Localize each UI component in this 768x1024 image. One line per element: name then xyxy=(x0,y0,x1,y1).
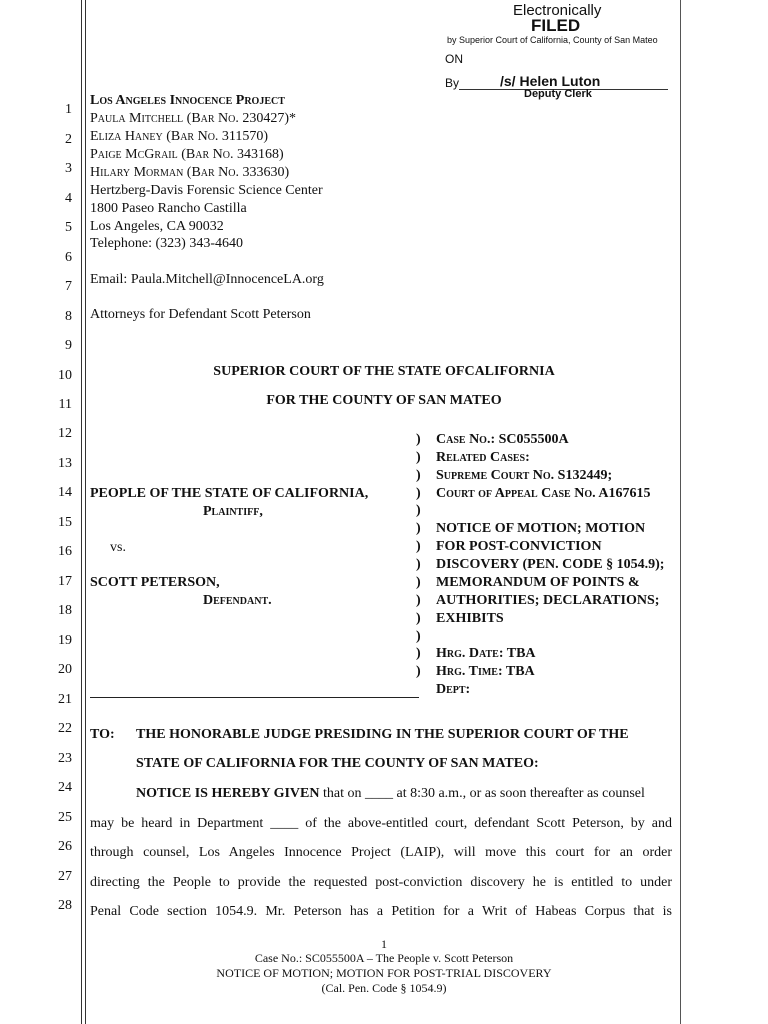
to-label: TO: xyxy=(90,727,115,742)
department: Dept: xyxy=(436,682,471,697)
line-number: 2 xyxy=(65,132,72,147)
case-number: Case No.: SC055500A xyxy=(436,432,569,447)
line-number: 24 xyxy=(58,780,72,795)
document-title-line: FOR POST-CONVICTION xyxy=(436,539,602,554)
line-number: 3 xyxy=(65,161,72,176)
line-number: 20 xyxy=(58,662,72,677)
stamp-deputy-clerk: Deputy Clerk xyxy=(524,88,592,100)
line-number: 18 xyxy=(58,603,72,618)
hearing-time: Hrg. Time: TBA xyxy=(436,664,535,679)
line-number: 28 xyxy=(58,898,72,913)
line-number: 15 xyxy=(58,515,72,530)
paren: ) xyxy=(416,432,421,447)
line-number: 7 xyxy=(65,279,72,294)
line-number: 6 xyxy=(65,250,72,265)
paren: ) xyxy=(416,646,421,661)
line-number: 12 xyxy=(58,426,72,441)
paren: ) xyxy=(416,593,421,608)
line-number: 17 xyxy=(58,574,72,589)
line-number: 14 xyxy=(58,485,72,500)
right-margin-rule xyxy=(680,0,681,1024)
attorney-name: Paige McGrail (Bar No. 343168) xyxy=(90,147,284,162)
address-line-2: Los Angeles, CA 90032 xyxy=(90,219,224,234)
stamp-filed: FILED xyxy=(531,16,581,35)
paren: ) xyxy=(416,629,421,644)
paren: ) xyxy=(416,521,421,536)
to-line-2: STATE OF CALIFORNIA FOR THE COUNTY OF SAN MATEO: xyxy=(136,756,539,771)
line-number: 5 xyxy=(65,220,72,235)
left-margin-rule xyxy=(81,0,82,1024)
attorney-name: Hilary Morman (Bar No. 333630) xyxy=(90,165,290,180)
court-title-line-2: FOR THE COUNTY OF SAN MATEO xyxy=(266,393,502,408)
plaintiff-role: Plaintiff, xyxy=(203,504,263,519)
body-line-25: may be heard in Department ____ of the above-entitled court, defendant Scott Peterson, by and xyxy=(90,816,672,831)
line-number: 22 xyxy=(58,721,72,736)
line-number: 23 xyxy=(58,751,72,766)
stamp-by-label: By xyxy=(445,76,460,90)
forensic-center: Hertzberg-Davis Forensic Science Center xyxy=(90,183,323,198)
plaintiff-name: PEOPLE OF THE STATE OF CALIFORNIA, xyxy=(90,486,369,501)
line-number: 26 xyxy=(58,839,72,854)
paren: ) xyxy=(416,664,421,679)
body-line-27: directing the People to provide the requested post-conviction discovery he is entitled to under xyxy=(90,875,672,890)
document-title-line: MEMORANDUM OF POINTS & xyxy=(436,575,640,590)
footer-case-line: Case No.: SC055500A – The People v. Scott Peterson xyxy=(254,951,514,965)
line-number: 19 xyxy=(58,633,72,648)
page-number: 1 xyxy=(381,937,387,951)
left-margin-rule-inner xyxy=(85,0,86,1024)
paren: ) xyxy=(416,503,421,518)
related-cases-label: Related Cases: xyxy=(436,450,530,465)
telephone: Telephone: (323) 343-4640 xyxy=(90,236,243,251)
attorneys-for: Attorneys for Defendant Scott Peterson xyxy=(90,307,311,322)
paren: ) xyxy=(416,450,421,465)
court-title-line-1: SUPERIOR COURT OF THE STATE OFCALIFORNIA xyxy=(213,364,555,379)
line-number: 27 xyxy=(58,869,72,884)
defendant-name: SCOTT PETERSON, xyxy=(90,575,220,590)
line-number: 8 xyxy=(65,309,72,324)
body-line-24 xyxy=(136,786,645,802)
document-title-line: DISCOVERY (PEN. CODE § 1054.9); xyxy=(436,557,665,572)
body-line-26: through counsel, Los Angeles Innocence Project (LAIP), will move this court for an order xyxy=(90,845,672,860)
line-number: 9 xyxy=(65,338,72,353)
footer-code-line: (Cal. Pen. Code § 1054.9) xyxy=(321,981,447,995)
line-number: 13 xyxy=(58,456,72,471)
versus: vs. xyxy=(110,540,126,555)
document-title-line: AUTHORITIES; DECLARATIONS; xyxy=(436,593,660,608)
stamp-signature: /s/ Helen Luton xyxy=(500,73,601,89)
document-title-line: NOTICE OF MOTION; MOTION xyxy=(436,521,646,536)
line-number: 16 xyxy=(58,544,72,559)
line-number: 25 xyxy=(58,810,72,825)
stamp-court: by Superior Court of California, County of San Mateo xyxy=(447,35,658,45)
firm-name: Los Angeles Innocence Project xyxy=(90,93,285,108)
line-number: 21 xyxy=(58,692,72,707)
email: Email: Paula.Mitchell@InnocenceLA.org xyxy=(90,272,324,287)
address-line-1: 1800 Paseo Rancho Castilla xyxy=(90,201,247,216)
line-number: 4 xyxy=(65,191,72,206)
document-title-line: EXHIBITS xyxy=(436,611,504,626)
paren: ) xyxy=(416,575,421,590)
paren: ) xyxy=(416,486,421,501)
attorney-name: Eliza Haney (Bar No. 311570) xyxy=(90,129,269,144)
paren: ) xyxy=(416,557,421,572)
line-number: 1 xyxy=(65,102,72,117)
hearing-date: Hrg. Date: TBA xyxy=(436,646,536,661)
attorney-name: Paula Mitchell (Bar No. 230427)* xyxy=(90,111,297,126)
body-line-28: Penal Code section 1054.9. Mr. Peterson has a Petition for a Writ of Habeas Corpus that is xyxy=(90,904,672,919)
paren: ) xyxy=(416,468,421,483)
stamp-on-label: ON xyxy=(445,52,463,66)
supreme-court-number: Supreme Court No. S132449; xyxy=(436,468,613,483)
footer-title-line: NOTICE OF MOTION; MOTION FOR POST-TRIAL DISCOVERY xyxy=(216,966,552,980)
line-number: 10 xyxy=(58,368,72,383)
paren: ) xyxy=(416,611,421,626)
notice-given: NOTICE IS HEREBY GIVEN xyxy=(136,786,320,801)
court-of-appeal-number: Court of Appeal Case No. A167615 xyxy=(436,486,651,501)
stamp-electronically: Electronically xyxy=(513,2,602,19)
line-number: 11 xyxy=(58,397,72,412)
caption-underline xyxy=(90,697,419,698)
to-line-1: THE HONORABLE JUDGE PRESIDING IN THE SUPERIOR COURT OF THE xyxy=(136,727,629,742)
defendant-role: Defendant. xyxy=(203,593,272,608)
paren: ) xyxy=(416,539,421,554)
body-line-24-rest: that on ____ at 8:30 a.m., or as soon thereafter as counsel xyxy=(319,786,645,801)
